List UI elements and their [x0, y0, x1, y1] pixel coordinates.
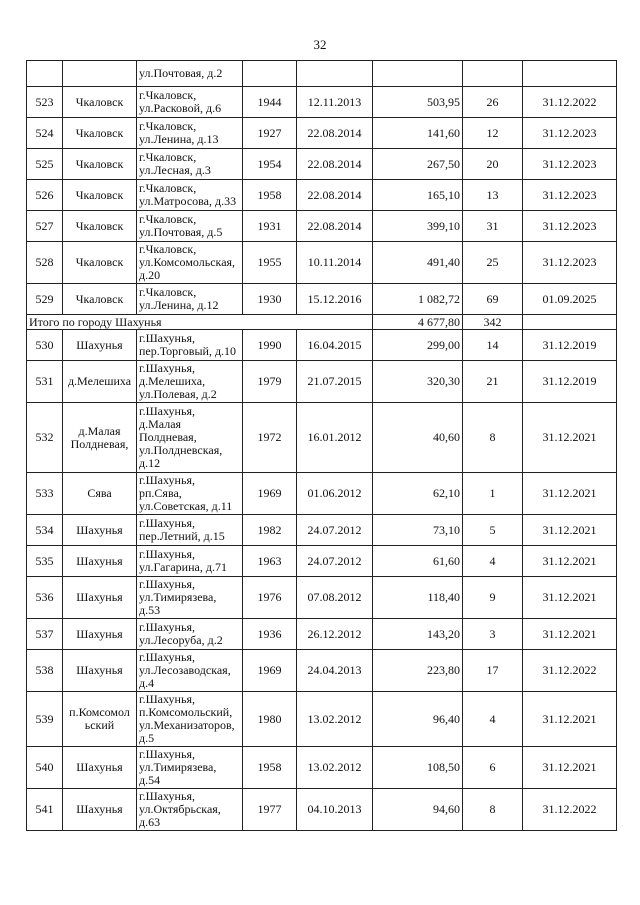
cell-area: 108,50 — [373, 747, 463, 789]
cell-settlement: Чкаловск — [63, 284, 137, 315]
cell-settlement: Шахунья — [63, 619, 137, 650]
cell-area: 61,60 — [373, 546, 463, 577]
cell-year — [243, 61, 297, 87]
table-row — [27, 577, 617, 619]
cell-date: 16.01.2012 — [297, 403, 373, 473]
cell-deadline: 31.12.2023 — [523, 180, 617, 211]
cell-num: 532 — [27, 403, 63, 473]
cell-date: 22.08.2014 — [297, 149, 373, 180]
cell-address: г.Шахунья, д.Малая Полдневая, ул.Полдневская, д.12 — [137, 403, 243, 473]
cell-count: 17 — [463, 650, 523, 692]
cell-area: 267,50 — [373, 149, 463, 180]
cell-area: 141,60 — [373, 118, 463, 149]
table-row — [27, 284, 617, 315]
table-row — [27, 87, 617, 118]
cell-count: 20 — [463, 149, 523, 180]
cell-area — [373, 61, 463, 87]
cell-settlement: Шахунья — [63, 515, 137, 546]
cell-num: 526 — [27, 180, 63, 211]
table-row — [27, 242, 617, 284]
cell-num: 527 — [27, 211, 63, 242]
cell-settlement: Чкаловск — [63, 180, 137, 211]
cell-date: 24.07.2012 — [297, 546, 373, 577]
table-row — [27, 211, 617, 242]
cell-deadline: 31.12.2023 — [523, 118, 617, 149]
cell-date: 10.11.2014 — [297, 242, 373, 284]
cell-count: 4 — [463, 546, 523, 577]
cell-address: г.Шахунья, п.Комсомольский, ул.Механизаторов, д.5 — [137, 692, 243, 747]
table-row — [27, 619, 617, 650]
cell-year: 1958 — [243, 747, 297, 789]
cell-settlement: Шахунья — [63, 330, 137, 361]
cell-num: 538 — [27, 650, 63, 692]
table-row-continued — [27, 61, 617, 87]
cell-deadline: 31.12.2021 — [523, 747, 617, 789]
total-count: 342 — [463, 315, 523, 330]
cell-deadline: 31.12.2023 — [523, 211, 617, 242]
cell-num: 525 — [27, 149, 63, 180]
cell-date: 22.08.2014 — [297, 211, 373, 242]
cell-date: 16.04.2015 — [297, 330, 373, 361]
cell-deadline: 31.12.2021 — [523, 403, 617, 473]
cell-settlement: Чкаловск — [63, 87, 137, 118]
cell-area: 399,10 — [373, 211, 463, 242]
cell-address: г.Чкаловск, ул.Ленина, д.13 — [137, 118, 243, 149]
cell-num — [27, 61, 63, 87]
cell-year: 1990 — [243, 330, 297, 361]
cell-date: 01.06.2012 — [297, 473, 373, 515]
cell-area: 40,60 — [373, 403, 463, 473]
cell-deadline: 31.12.2022 — [523, 789, 617, 831]
cell-year: 1969 — [243, 473, 297, 515]
housing-register-table — [26, 60, 617, 831]
cell-deadline: 31.12.2021 — [523, 692, 617, 747]
cell-date: 07.08.2012 — [297, 577, 373, 619]
cell-settlement: Шахунья — [63, 546, 137, 577]
cell-settlement: п.Комсомол ьский — [63, 692, 137, 747]
cell-year: 1982 — [243, 515, 297, 546]
table-row — [27, 403, 617, 473]
cell-num: 539 — [27, 692, 63, 747]
cell-deadline: 31.12.2019 — [523, 361, 617, 403]
cell-date: 21.07.2015 — [297, 361, 373, 403]
cell-deadline: 31.12.2023 — [523, 242, 617, 284]
cell-date: 13.02.2012 — [297, 747, 373, 789]
cell-deadline: 31.12.2022 — [523, 87, 617, 118]
cell-year: 1969 — [243, 650, 297, 692]
cell-year: 1976 — [243, 577, 297, 619]
cell-area: 165,10 — [373, 180, 463, 211]
cell-year: 1927 — [243, 118, 297, 149]
cell-settlement: Шахунья — [63, 789, 137, 831]
cell-num: 523 — [27, 87, 63, 118]
cell-settlement: д.Малая Полдневая, — [63, 403, 137, 473]
cell-deadline: 31.12.2021 — [523, 577, 617, 619]
cell-address: г.Шахунья, рп.Сява, ул.Советская, д.11 — [137, 473, 243, 515]
cell-year: 1980 — [243, 692, 297, 747]
cell-address: г.Шахунья, пер.Торговый, д.10 — [137, 330, 243, 361]
cell-address: г.Шахунья, д.Мелешиха, ул.Полевая, д.2 — [137, 361, 243, 403]
cell-year: 1954 — [243, 149, 297, 180]
cell-deadline — [523, 61, 617, 87]
cell-count: 4 — [463, 692, 523, 747]
cell-year: 1958 — [243, 180, 297, 211]
cell-address: г.Чкаловск, ул.Ленина, д.12 — [137, 284, 243, 315]
cell-year: 1963 — [243, 546, 297, 577]
table-row — [27, 473, 617, 515]
cell-address: г.Шахунья, ул.Октябрьская, д.63 — [137, 789, 243, 831]
cell-address: г.Чкаловск, ул.Расковой, д.6 — [137, 87, 243, 118]
cell-num: 541 — [27, 789, 63, 831]
table-row — [27, 789, 617, 831]
cell-address: г.Шахунья, пер.Летний, д.15 — [137, 515, 243, 546]
cell-address: г.Чкаловск, ул.Матросова, д.33 — [137, 180, 243, 211]
cell-area: 503,95 — [373, 87, 463, 118]
cell-num: 531 — [27, 361, 63, 403]
cell-count: 13 — [463, 180, 523, 211]
table-row — [27, 692, 617, 747]
total-label: Итого по городу Шахунья — [27, 315, 373, 330]
cell-date: 22.08.2014 — [297, 118, 373, 149]
cell-year: 1944 — [243, 87, 297, 118]
cell-settlement: Чкаловск — [63, 242, 137, 284]
cell-num: 528 — [27, 242, 63, 284]
cell-count: 5 — [463, 515, 523, 546]
cell-area: 223,80 — [373, 650, 463, 692]
cell-area: 96,40 — [373, 692, 463, 747]
cell-deadline: 31.12.2021 — [523, 619, 617, 650]
table-row — [27, 546, 617, 577]
cell-area: 94,60 — [373, 789, 463, 831]
cell-count: 14 — [463, 330, 523, 361]
cell-num: 529 — [27, 284, 63, 315]
cell-year: 1930 — [243, 284, 297, 315]
cell-settlement: д.Мелешиха — [63, 361, 137, 403]
cell-address: г.Чкаловск, ул.Комсомольская, д.20 — [137, 242, 243, 284]
cell-num: 540 — [27, 747, 63, 789]
cell-settlement: Шахунья — [63, 747, 137, 789]
cell-deadline: 31.12.2023 — [523, 149, 617, 180]
cell-year: 1972 — [243, 403, 297, 473]
cell-count — [463, 61, 523, 87]
cell-count: 8 — [463, 789, 523, 831]
cell-count: 69 — [463, 284, 523, 315]
total-area: 4 677,80 — [373, 315, 463, 330]
table-row — [27, 650, 617, 692]
cell-date: 13.02.2012 — [297, 692, 373, 747]
cell-address: г.Шахунья, ул.Тимирязева, д.53 — [137, 577, 243, 619]
cell-date: 12.11.2013 — [297, 87, 373, 118]
cell-area: 1 082,72 — [373, 284, 463, 315]
cell-year: 1936 — [243, 619, 297, 650]
cell-settlement: Сява — [63, 473, 137, 515]
cell-area: 143,20 — [373, 619, 463, 650]
cell-address: ул.Почтовая, д.2 — [137, 61, 243, 87]
cell-settlement: Шахунья — [63, 577, 137, 619]
cell-count: 12 — [463, 118, 523, 149]
cell-address: г.Шахунья, ул.Тимирязева, д.54 — [137, 747, 243, 789]
cell-address: г.Чкаловск, ул.Лесная, д.3 — [137, 149, 243, 180]
cell-settlement: Чкаловск — [63, 118, 137, 149]
cell-settlement: Чкаловск — [63, 149, 137, 180]
cell-deadline: 31.12.2021 — [523, 473, 617, 515]
cell-deadline: 31.12.2021 — [523, 546, 617, 577]
cell-year: 1979 — [243, 361, 297, 403]
cell-address: г.Шахунья, ул.Лесозаводская, д.4 — [137, 650, 243, 692]
cell-num: 533 — [27, 473, 63, 515]
cell-address: г.Шахунья, ул.Лесоруба, д.2 — [137, 619, 243, 650]
cell-num: 535 — [27, 546, 63, 577]
cell-area: 491,40 — [373, 242, 463, 284]
cell-count: 21 — [463, 361, 523, 403]
cell-address: г.Чкаловск, ул.Почтовая, д.5 — [137, 211, 243, 242]
cell-count: 9 — [463, 577, 523, 619]
cell-date: 26.12.2012 — [297, 619, 373, 650]
page-number: 32 — [313, 37, 327, 52]
cell-deadline: 31.12.2019 — [523, 330, 617, 361]
table-row — [27, 515, 617, 546]
cell-date: 22.08.2014 — [297, 180, 373, 211]
cell-deadline: 31.12.2022 — [523, 650, 617, 692]
cell-date: 04.10.2013 — [297, 789, 373, 831]
table-row — [27, 149, 617, 180]
cell-area: 62,10 — [373, 473, 463, 515]
table-row — [27, 747, 617, 789]
cell-area: 320,30 — [373, 361, 463, 403]
cell-count: 8 — [463, 403, 523, 473]
cell-count: 26 — [463, 87, 523, 118]
cell-count: 6 — [463, 747, 523, 789]
total-row — [27, 315, 617, 330]
cell-area: 73,10 — [373, 515, 463, 546]
total-empty-cell — [523, 315, 617, 330]
cell-count: 1 — [463, 473, 523, 515]
table-row — [27, 361, 617, 403]
cell-year: 1977 — [243, 789, 297, 831]
cell-num: 537 — [27, 619, 63, 650]
cell-year: 1955 — [243, 242, 297, 284]
cell-count: 25 — [463, 242, 523, 284]
cell-settlement: Шахунья — [63, 650, 137, 692]
cell-settlement: Чкаловск — [63, 211, 137, 242]
cell-count: 31 — [463, 211, 523, 242]
cell-deadline: 01.09.2025 — [523, 284, 617, 315]
table-row — [27, 330, 617, 361]
cell-date: 24.04.2013 — [297, 650, 373, 692]
table-body — [27, 61, 617, 831]
cell-year: 1931 — [243, 211, 297, 242]
cell-area: 299,00 — [373, 330, 463, 361]
table-row — [27, 118, 617, 149]
cell-settlement — [63, 61, 137, 87]
cell-area: 118,40 — [373, 577, 463, 619]
cell-date: 15.12.2016 — [297, 284, 373, 315]
cell-date: 24.07.2012 — [297, 515, 373, 546]
cell-deadline: 31.12.2021 — [523, 515, 617, 546]
cell-num: 524 — [27, 118, 63, 149]
cell-num: 534 — [27, 515, 63, 546]
table-row — [27, 180, 617, 211]
cell-num: 536 — [27, 577, 63, 619]
cell-count: 3 — [463, 619, 523, 650]
cell-num: 530 — [27, 330, 63, 361]
cell-address: г.Шахунья, ул.Гагарина, д.71 — [137, 546, 243, 577]
cell-date — [297, 61, 373, 87]
